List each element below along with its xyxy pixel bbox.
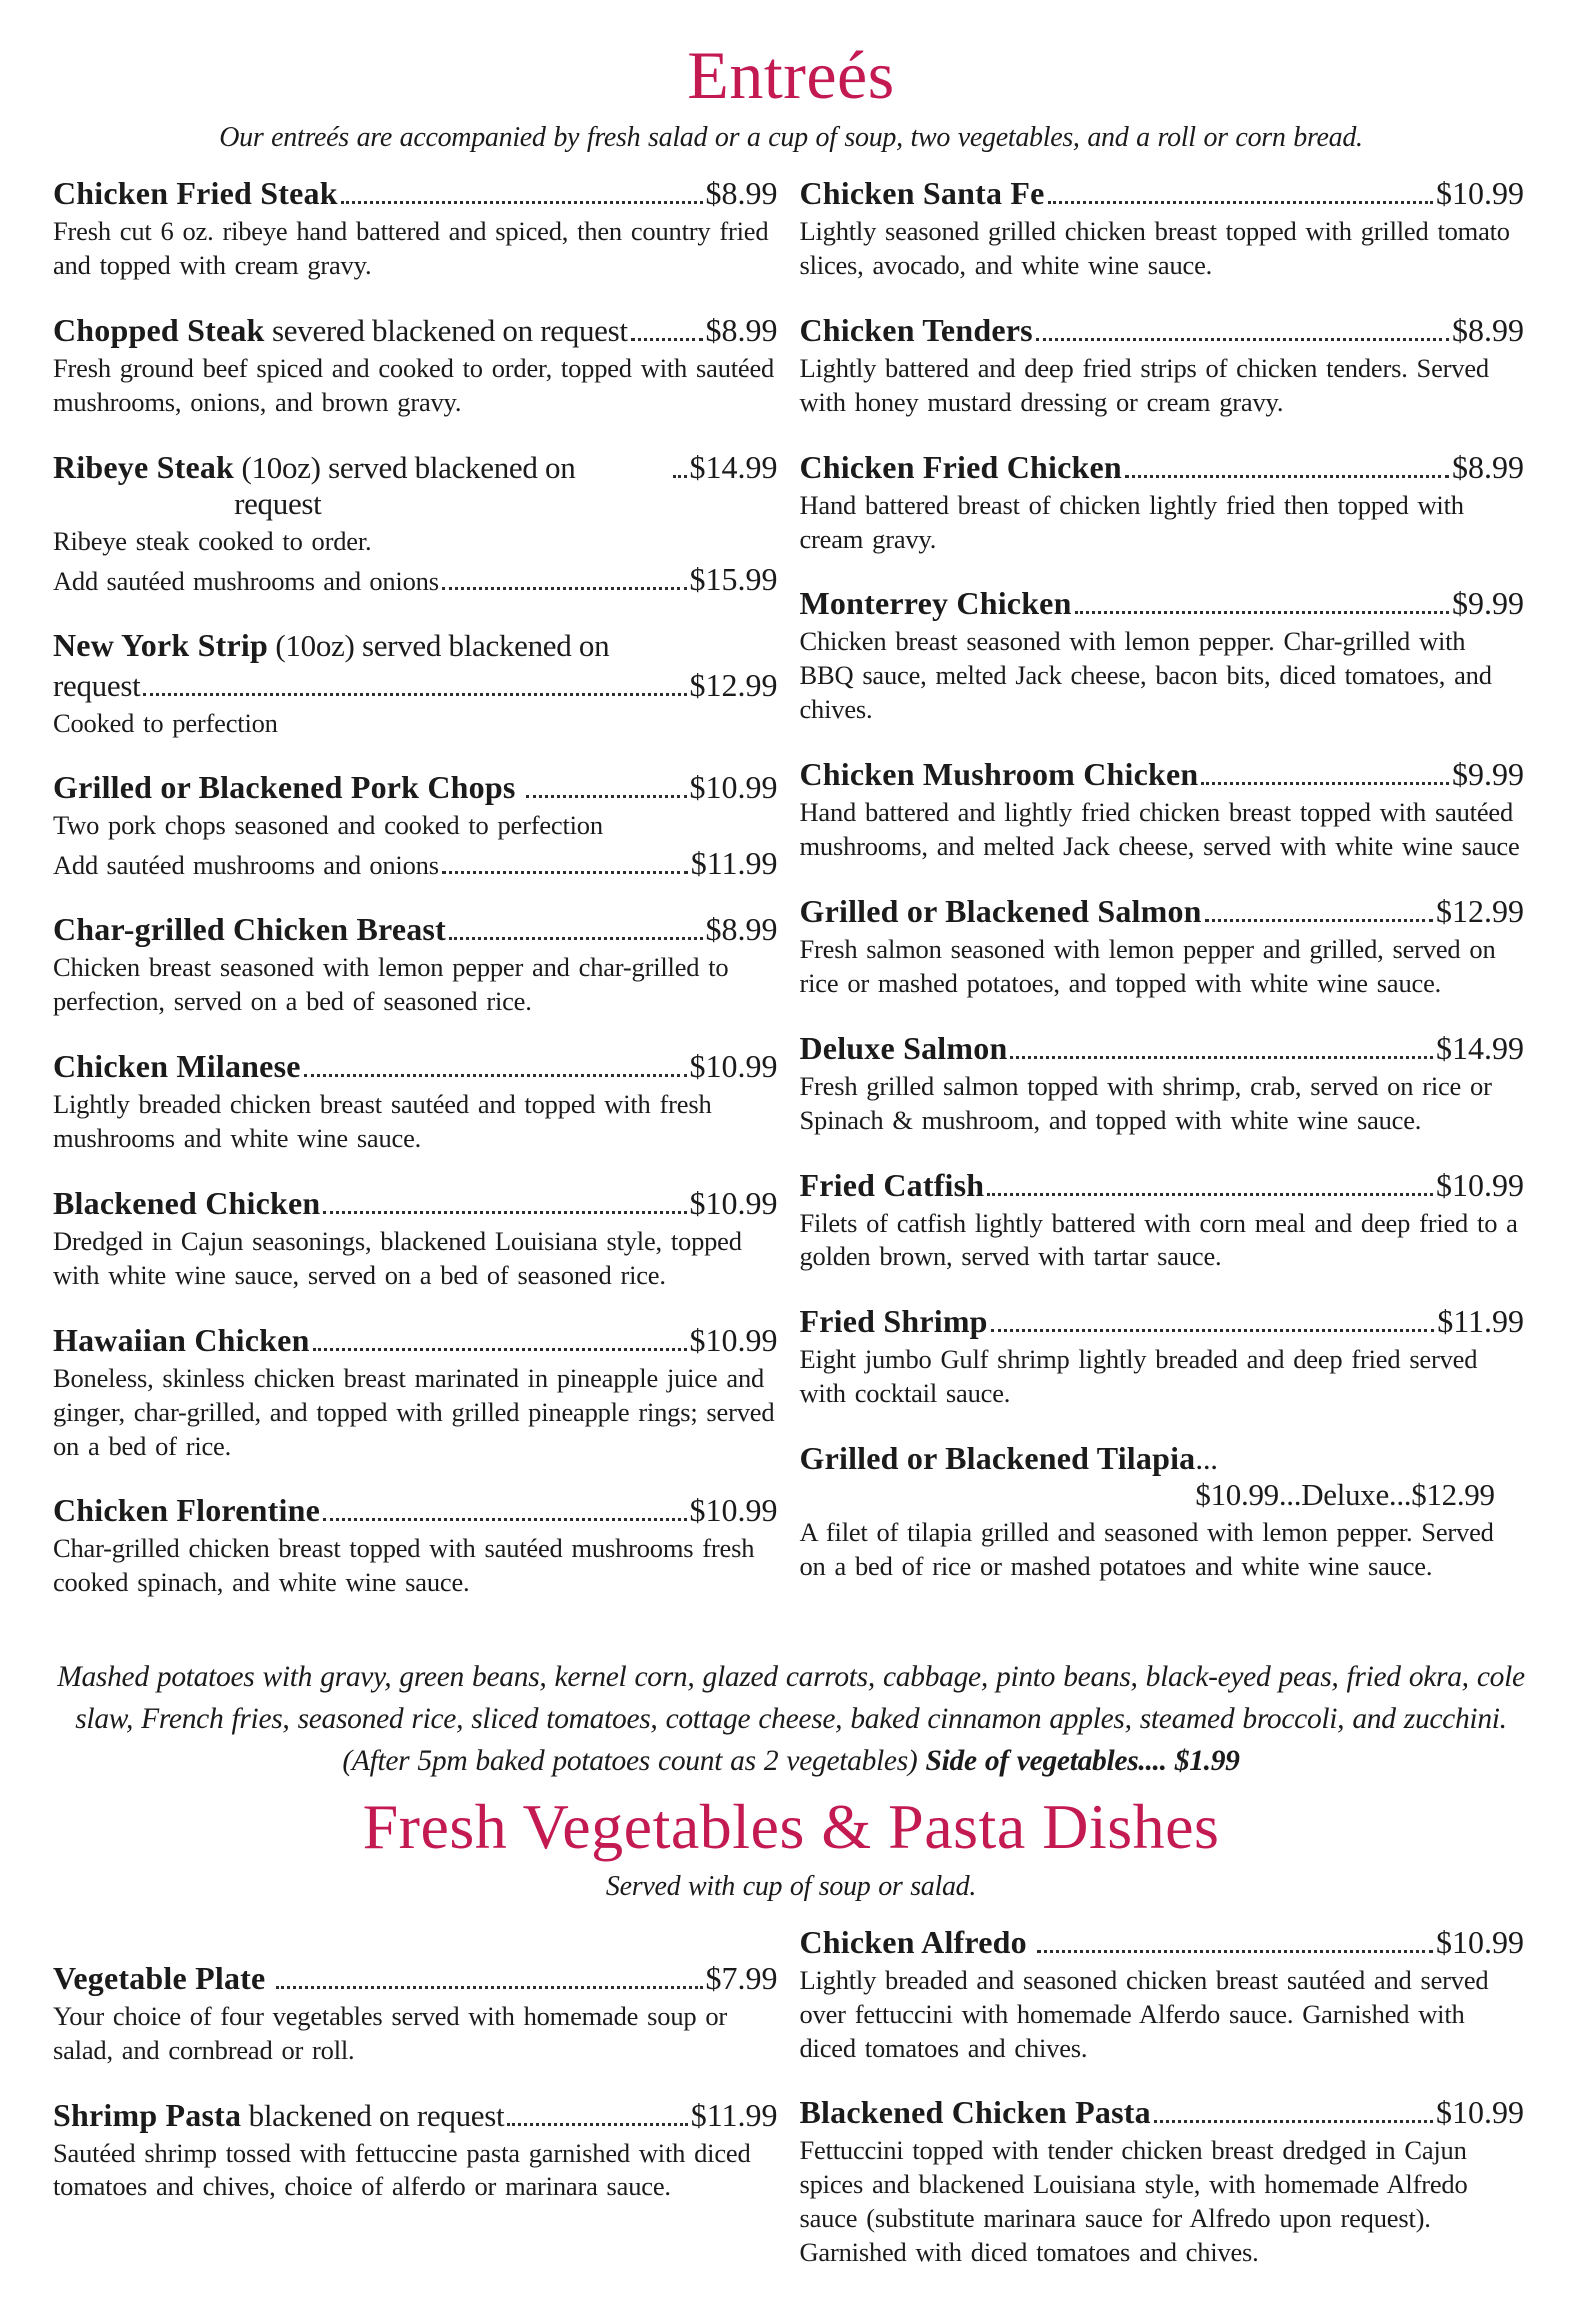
menu-item-title-row: [53, 911, 778, 948]
menu-item-title-row: [53, 627, 778, 664]
dotted-leader: [673, 475, 687, 478]
item-name: Hawaiian Chicken: [53, 1321, 310, 1358]
menu-item: [53, 911, 778, 1019]
item-description: Char-grilled chicken breast topped with sautéed mushrooms fresh cooked spinach, and white wine sauce.: [53, 1533, 755, 1598]
dotted-leader: [143, 693, 686, 696]
item-price: $10.99: [1436, 1923, 1524, 1960]
item-addon-row: [53, 845, 778, 882]
menu-item: [53, 449, 778, 598]
menu-item: [53, 2097, 778, 2205]
item-addon-price: $15.99: [689, 560, 778, 597]
menu-item: [800, 1030, 1525, 1138]
item-addon-price: $11.99: [690, 845, 778, 882]
menu-item-title-row: [800, 1167, 1525, 1204]
item-name-suffix: severed blackened on request: [264, 312, 628, 348]
menu-item: [53, 627, 778, 741]
menu-item-title-wrap-row: [53, 667, 778, 704]
item-name: Deluxe Salmon: [799, 1029, 1008, 1066]
item-name: Shrimp Pasta: [53, 2096, 242, 2133]
menu-item: [800, 756, 1525, 864]
item-description: Lightly seasoned grilled chicken breast topped with grilled tomato slices, avocado, and white wine sauce.: [799, 215, 1510, 280]
menu-item-title-row: [53, 2097, 778, 2134]
dotted-leader: [507, 2123, 687, 2126]
item-description: Ribeye steak cooked to order.: [53, 525, 372, 556]
item-name-suffix: ... $10.99...Deluxe...$12.99: [1195, 1441, 1495, 1513]
item-description: Lightly breaded and seasoned chicken breast sautéed and served over fettuccini with homemade Alferdo sauce. Garnished with diced tomatoes and chives.: [799, 1964, 1489, 2063]
dotted-leader: [449, 937, 703, 940]
item-price: $10.99: [689, 1492, 778, 1529]
menu-item-title-row: [800, 2094, 1525, 2131]
item-description: Hand battered breast of chicken lightly fried then topped with cream gravy.: [799, 489, 1464, 554]
menu-item: [53, 175, 778, 283]
item-name: Ribeye Steak: [53, 448, 235, 485]
menu-item: [53, 1322, 778, 1464]
item-name: Chicken Santa Fe: [799, 174, 1045, 211]
dotted-leader: [991, 1329, 1435, 1332]
item-name: Grilled or Blackened Tilapia: [799, 1440, 1196, 1477]
item-description: Two pork chops seasoned and cooked to perfection: [53, 810, 603, 841]
item-price: $11.99: [1437, 1303, 1524, 1340]
item-description: Sautéed shrimp tossed with fettuccine pasta garnished with diced tomatoes and chives, choice of alferdo or marinara sauce.: [53, 2137, 751, 2202]
item-addon-row: [53, 561, 778, 598]
menu-item: [800, 1303, 1525, 1411]
item-name: Vegetable Plate: [53, 1959, 266, 1996]
dotted-leader: [1048, 201, 1434, 204]
menu-item: [800, 175, 1525, 283]
item-description: Fresh cut 6 oz. ribeye hand battered and spiced, then country fried and topped with cream gravy.: [53, 215, 769, 280]
side-of-vegetables-price: Side of vegetables.... $1.99: [925, 1745, 1240, 1778]
item-name-suffix: blackened on request: [241, 2097, 505, 2133]
menu-item-title-row: [53, 312, 778, 349]
item-description: Filets of catfish lightly battered with corn meal and deep fried to a golden brown, served with tartar sauce.: [799, 1207, 1518, 1272]
item-name-suffix: [265, 1961, 272, 1997]
dotted-leader: [526, 795, 687, 798]
menu-item: [800, 312, 1525, 420]
entrees-left-column: [53, 175, 778, 1629]
menu-item-title-row: [53, 1048, 778, 1085]
dotted-leader: [987, 1193, 1433, 1196]
item-name: Fried Shrimp: [799, 1303, 988, 1340]
dotted-leader: [323, 1211, 686, 1214]
menu-item-title-row: [800, 585, 1525, 622]
item-name-suffix: (10oz) served blackened on: [267, 627, 610, 663]
item-description: Chicken breast seasoned with lemon pepper and char-grilled to perfection, served on a bed of seasoned rice.: [53, 952, 729, 1017]
menu-item: [800, 893, 1525, 1001]
pasta-section-subtitle: Served with cup of soup or salad.: [605, 1871, 977, 1903]
item-name: Chicken Florentine: [53, 1492, 321, 1529]
dotted-leader: [341, 201, 703, 204]
menu-item-title-row: [53, 1960, 778, 1997]
menu-item-title-row: [800, 1924, 1525, 1961]
menu-item-title-row: [53, 175, 778, 212]
item-name: Chicken Alfredo: [799, 1923, 1027, 1960]
menu-item-title-row: [800, 1030, 1525, 1067]
menu-item-title-row: [53, 1492, 778, 1529]
dotted-leader: [1075, 611, 1449, 614]
item-price: $10.99: [689, 769, 778, 806]
item-price: $14.99: [1436, 1029, 1524, 1066]
item-name: Monterrey Chicken: [799, 585, 1072, 622]
item-description: A filet of tilapia grilled and seasoned with lemon pepper. Served on a bed of rice or mashed potatoes and white wine sauce.: [799, 1517, 1494, 1582]
item-description: Eight jumbo Gulf shrimp lightly breaded and deep fried served with cocktail sauce.: [799, 1344, 1478, 1409]
menu-item: [53, 1960, 778, 2068]
entrees-columns: [0, 155, 1582, 1629]
menu-item: [800, 1167, 1525, 1275]
item-name: Chicken Fried Steak: [53, 174, 338, 211]
menu-item: [53, 1185, 778, 1293]
item-addon-text: Add sautéed mushrooms and onions: [53, 565, 439, 596]
dotted-leader: [631, 338, 703, 341]
item-description: Hand battered and lightly fried chicken breast topped with sautéed mushrooms, and melted Jack cheese, served with white wine sauce: [799, 797, 1520, 862]
menu-item: [800, 585, 1525, 727]
dotted-leader: [1201, 782, 1449, 785]
menu-item-title-row: [800, 1440, 1525, 1513]
item-name: Blackened Chicken: [53, 1184, 321, 1221]
item-price: $12.99: [1436, 892, 1524, 929]
item-description: Lightly breaded chicken breast sautéed and topped with fresh mushrooms and white wine sauce.: [53, 1089, 712, 1154]
item-name: New York Strip: [53, 626, 268, 663]
item-description: Chicken breast seasoned with lemon pepper. Char-grilled with BBQ sauce, melted Jack cheese, bacon bits, diced tomatoes, and chives.: [799, 626, 1492, 725]
item-price: $7.99: [705, 1959, 778, 1996]
item-price: $9.99: [1452, 585, 1524, 622]
item-name-suffix: (10oz) served blackened on request: [234, 449, 583, 521]
dotted-leader: [1010, 1056, 1433, 1059]
pasta-left-column: [53, 1924, 778, 2234]
item-name: Chicken Mushroom Chicken: [799, 756, 1199, 793]
menu-item-title-row: [53, 449, 778, 522]
menu-item-title-row: [800, 1303, 1525, 1340]
item-price: $8.99: [1452, 448, 1524, 485]
item-price: $10.99: [1436, 1166, 1524, 1203]
item-name-suffix: [1027, 1925, 1034, 1961]
menu-item: [53, 312, 778, 420]
dotted-leader: [1037, 1950, 1433, 1953]
item-price: $10.99: [689, 1184, 778, 1221]
menu-item: [800, 1440, 1525, 1584]
item-description: Fresh grilled salmon topped with shrimp, crab, served on rice or Spinach & mushroom, and topped with white wine sauce.: [799, 1070, 1492, 1135]
menu-item-title-row: [800, 312, 1525, 349]
item-price: $8.99: [705, 311, 778, 348]
item-name: Chopped Steak: [53, 311, 265, 348]
vegetables-list-text: Mashed potatoes with gravy, green beans, kernel corn, glazed carrots, cabbage, pinto beans, black-eyed peas, fried okra, cole slaw, French fries, seasoned rice, sliced tomatoes, cottage cheese, baked cinnamon apples, steamed broccoli, and zucchini. (After 5pm baked potatoes count as 2 vegetables): [57, 1661, 1525, 1778]
item-description: Dredged in Cajun seasonings, blackened Louisiana style, topped with white wine sauce, served on a bed of seasoned rice.: [53, 1225, 742, 1290]
item-name-continuation: request: [53, 667, 141, 703]
item-price: $10.99: [1436, 174, 1524, 211]
entrees-section-title: Entreés: [687, 37, 895, 113]
item-price: $11.99: [690, 2096, 778, 2133]
menu-item-title-row: [53, 1322, 778, 1359]
item-price: $10.99: [689, 1321, 778, 1358]
item-price: $8.99: [1452, 311, 1524, 348]
menu-item: [53, 1492, 778, 1600]
item-price: $10.99: [689, 1048, 778, 1085]
item-name: Fried Catfish: [799, 1166, 985, 1203]
item-description: Cooked to perfection: [53, 707, 278, 738]
menu-item: [53, 1048, 778, 1156]
item-price: $10.99: [1436, 2094, 1524, 2131]
item-description: Fresh salmon seasoned with lemon pepper and grilled, served on rice or mashed potatoes, and topped with white wine sauce.: [799, 933, 1496, 998]
dotted-leader: [442, 871, 688, 874]
menu-item-title-row: [800, 893, 1525, 930]
vegetables-note: [51, 1657, 1531, 1783]
dotted-leader: [313, 1348, 687, 1351]
item-price: $8.99: [705, 174, 778, 211]
item-price: $9.99: [1452, 756, 1524, 793]
item-price: $8.99: [705, 911, 778, 948]
entrees-section-subtitle: Our entreés are accompanied by fresh salad or a cup of soup, two vegetables, and a roll or corn bread.: [219, 122, 1363, 154]
item-description: Fresh ground beef spiced and cooked to order, topped with sautéed mushrooms, onions, and brown gravy.: [53, 352, 775, 417]
item-price: $12.99: [689, 666, 778, 703]
menu-item: [800, 449, 1525, 557]
item-name: Chicken Tenders: [799, 311, 1033, 348]
item-name: Chicken Milanese: [53, 1048, 301, 1085]
item-description: Your choice of four vegetables served with homemade soup or salad, and cornbread or roll.: [53, 2000, 728, 2065]
menu-item-title-row: [53, 1185, 778, 1222]
item-price: $14.99: [689, 448, 778, 485]
menu-item-title-row: [800, 449, 1525, 486]
item-addon-text: Add sautéed mushrooms and onions: [53, 850, 439, 881]
item-description: Lightly battered and deep fried strips of chicken tenders. Served with honey mustard dressing or cream gravy.: [799, 352, 1489, 417]
item-description: Fettuccini topped with tender chicken breast dredged in Cajun spices and blackened Louisiana style, with homemade Alfredo sauce (substitute marinara sauce for Alfredo upon request). Garnished with diced tomatoes and chives.: [799, 2135, 1468, 2268]
entrees-right-column: [800, 175, 1525, 1613]
menu-item: [800, 2094, 1525, 2270]
dotted-leader: [1154, 2120, 1433, 2123]
dotted-leader: [442, 587, 687, 590]
menu-item-title-row: [800, 756, 1525, 793]
item-name: Char-grilled Chicken Breast: [53, 911, 446, 948]
menu-item-title-row: [800, 175, 1525, 212]
item-description: Boneless, skinless chicken breast marinated in pineapple juice and ginger, char-grilled, and topped with grilled pineapple rings; served on a bed of rice.: [53, 1362, 775, 1461]
menu-item-title-row: [53, 769, 778, 806]
item-name: Chicken Fried Chicken: [799, 448, 1122, 485]
item-name: Blackened Chicken Pasta: [799, 2094, 1151, 2131]
dotted-leader: [1036, 338, 1449, 341]
dotted-leader: [276, 1986, 703, 1989]
item-name: Grilled or Blackened Salmon: [799, 892, 1202, 929]
menu-item: [800, 1924, 1525, 2066]
pasta-section-title: Fresh Vegetables & Pasta Dishes: [362, 1790, 1220, 1862]
dotted-leader: [323, 1518, 686, 1521]
menu-item: [53, 769, 778, 882]
item-name-suffix: [516, 770, 523, 806]
pasta-right-column: [800, 1924, 1525, 2299]
dotted-leader: [1205, 919, 1433, 922]
dotted-leader: [1125, 475, 1449, 478]
pasta-columns: [0, 1904, 1582, 2299]
dotted-leader: [304, 1074, 687, 1077]
item-name: Grilled or Blackened Pork Chops: [53, 769, 516, 806]
